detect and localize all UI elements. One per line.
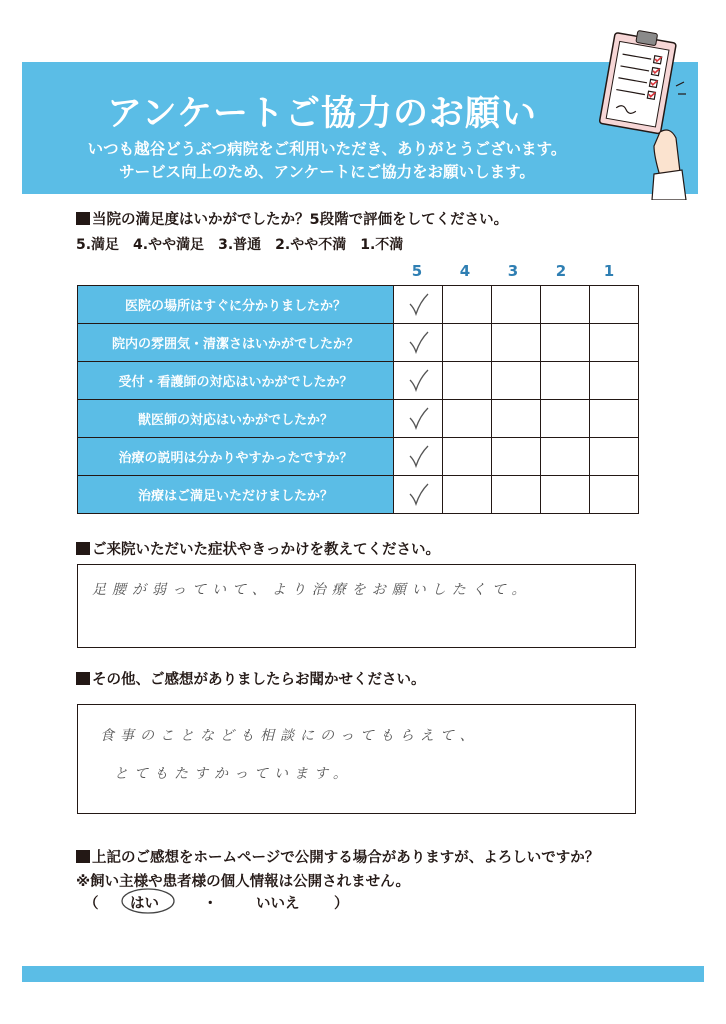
rating-cell-1[interactable]	[590, 400, 639, 438]
rating-cell-3[interactable]	[492, 324, 541, 362]
rating-table	[77, 285, 639, 514]
square-bullet-icon	[76, 212, 90, 225]
rating-cell-3[interactable]	[492, 400, 541, 438]
comment-answer-line2: とてもたすかっています。	[114, 766, 353, 782]
rating-cell-5[interactable]	[394, 400, 443, 438]
rating-cell-4[interactable]	[443, 324, 492, 362]
rating-cell-1[interactable]	[590, 362, 639, 400]
comment-question: その他、ご感想がありましたらお聞かせください。	[76, 668, 426, 689]
rating-cell-5[interactable]	[394, 286, 443, 324]
rating-cell-3[interactable]	[492, 286, 541, 324]
rating-cell-3[interactable]	[492, 476, 541, 514]
row-label: 院内の雰囲気・清潔さはいかがでしたか？	[78, 324, 394, 362]
greeting-line: いつも越谷どうぶつ病院をご利用いただき、ありがとうございます。	[87, 140, 567, 158]
checkmark-icon	[408, 330, 430, 354]
survey-title: アンケートご協力のお願い	[107, 94, 537, 134]
rating-cell-1[interactable]	[590, 438, 639, 476]
table-row	[78, 286, 639, 324]
table-row	[78, 400, 639, 438]
rating-cell-5[interactable]	[394, 362, 443, 400]
option-no[interactable]: いいえ	[256, 896, 300, 912]
symptom-answer-text: 足腰が弱っていて、より治療をお願いしたくて。	[92, 582, 532, 598]
rating-scale: 5.満足 4.やや満足 3.普通 2.やや不満 1.不満	[76, 237, 404, 253]
table-row	[78, 438, 639, 476]
table-row	[78, 324, 639, 362]
column-header-2: 2	[555, 262, 567, 280]
rating-cell-3[interactable]	[492, 438, 541, 476]
rating-question: 当院の満足度はいかがでしたか？5段階で評価をしてください。	[76, 208, 508, 229]
privacy-note: ※飼い主様や患者様の個人情報は公開されません。	[76, 874, 410, 890]
square-bullet-icon	[76, 672, 90, 685]
row-label: 医院の場所はすぐに分かりましたか？	[78, 286, 394, 324]
rating-cell-4[interactable]	[443, 286, 492, 324]
rating-cell-1[interactable]	[590, 476, 639, 514]
comment-answer-line1: 食事のことなども相談にのってもらえて、	[100, 728, 480, 744]
row-label: 治療の説明は分かりやすかったですか？	[78, 438, 394, 476]
rating-cell-2[interactable]	[541, 286, 590, 324]
publish-question: 上記のご感想をホームページで公開する場合がありますが、よろしいですか？	[76, 846, 599, 867]
rating-cell-5[interactable]	[394, 324, 443, 362]
row-label: 受付・看護師の対応はいかがでしたか？	[78, 362, 394, 400]
row-label: 治療はご満足いただけましたか？	[78, 476, 394, 514]
separator-dot: ・	[203, 896, 218, 912]
rating-cell-2[interactable]	[541, 476, 590, 514]
checkmark-icon	[408, 292, 430, 316]
request-line: サービス向上のため、アンケートにご協力をお願いします。	[119, 163, 535, 181]
option-yes[interactable]: はい	[130, 896, 159, 912]
column-header-1: 1	[603, 262, 615, 280]
open-paren: （	[84, 896, 99, 912]
rating-cell-5[interactable]	[394, 438, 443, 476]
footer-bar	[22, 966, 704, 982]
column-header-5: 5	[411, 262, 423, 280]
rating-cell-3[interactable]	[492, 362, 541, 400]
rating-cell-2[interactable]	[541, 362, 590, 400]
column-header-3: 3	[507, 262, 519, 280]
table-row	[78, 476, 639, 514]
checkmark-icon	[408, 368, 430, 392]
square-bullet-icon	[76, 542, 90, 555]
rating-cell-4[interactable]	[443, 476, 492, 514]
rating-cell-2[interactable]	[541, 400, 590, 438]
selected-circle-icon	[120, 886, 176, 916]
rating-cell-1[interactable]	[590, 324, 639, 362]
column-header-4: 4	[459, 262, 471, 280]
rating-cell-2[interactable]	[541, 438, 590, 476]
checkmark-icon	[408, 406, 430, 430]
rating-cell-2[interactable]	[541, 324, 590, 362]
rating-cell-4[interactable]	[443, 438, 492, 476]
table-row	[78, 362, 639, 400]
rating-cell-1[interactable]	[590, 286, 639, 324]
symptom-answer-box[interactable]	[77, 564, 636, 648]
checkmark-icon	[408, 444, 430, 468]
comment-answer-box[interactable]	[77, 704, 636, 814]
checkmark-icon	[408, 482, 430, 506]
rating-cell-4[interactable]	[443, 362, 492, 400]
square-bullet-icon	[76, 850, 90, 863]
rating-cell-5[interactable]	[394, 476, 443, 514]
close-paren: ）	[334, 896, 349, 912]
row-label: 獣医師の対応はいかがでしたか？	[78, 400, 394, 438]
clipboard-icon	[594, 28, 690, 200]
rating-cell-4[interactable]	[443, 400, 492, 438]
symptom-question: ご来院いただいた症状やきっかけを教えてください。	[76, 538, 440, 559]
